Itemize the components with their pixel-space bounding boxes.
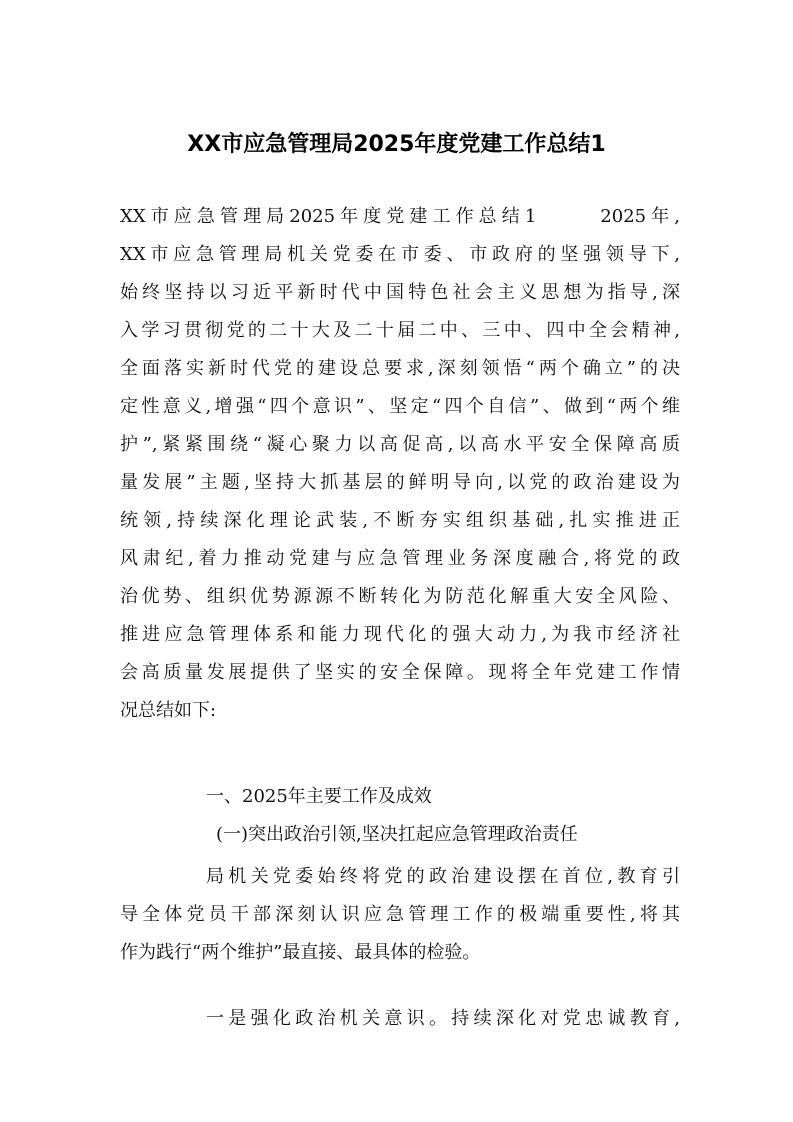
body-line: 一是强化政治机关意识。持续深化对党忠诚教育,	[206, 1008, 680, 1029]
document-title: XX市应急管理局2025年度党建工作总结1	[187, 132, 606, 157]
subsection-heading: (一)突出政治引领,坚决扛起应急管理政治责任	[216, 824, 578, 845]
body-line: 导全体党员干部深刻认识应急管理工作的极端重要性,将其	[120, 904, 680, 925]
body-line: 况总结如下:	[120, 700, 217, 721]
body-line: XX市应急管理局机关党委在市委、市政府的坚强领导下,	[120, 244, 680, 265]
intro-lead-text: XX市应急管理局2025年度党建工作总结1	[120, 206, 537, 227]
body-line: 局机关党委始终将党的政治建设摆在首位,教育引	[206, 866, 680, 887]
body-line: 作为践行“两个维护”最直接、最具体的检验。	[120, 942, 481, 963]
body-line: 入学习贯彻党的二十大及二十届二中、三中、四中全会精神,	[120, 320, 680, 341]
body-line: 推进应急管理体系和能力现代化的强大动力,为我市经济社	[120, 624, 680, 645]
intro-year-text: 2025年,	[600, 206, 680, 227]
body-line: 定性意义,增强“四个意识”、坚定“四个自信”、做到“两个维	[120, 396, 680, 417]
body-line: 风肃纪,着力推动党建与应急管理业务深度融合,将党的政	[120, 548, 680, 569]
intro-first-line	[120, 198, 680, 236]
body-line: 量发展”主题,坚持大抓基层的鲜明导向,以党的政治建设为	[120, 472, 680, 493]
body-line: 统领,持续深化理论武装,不断夯实组织基础,扎实推进正	[120, 510, 680, 531]
body-line: 会高质量发展提供了坚实的安全保障。现将全年党建工作情	[120, 662, 680, 683]
body-line: 始终坚持以习近平新时代中国特色社会主义思想为指导,深	[120, 282, 680, 303]
body-line: 全面落实新时代党的建设总要求,深刻领悟“两个确立”的决	[120, 358, 680, 379]
body-line: 护”,紧紧围绕“凝心聚力以高促高,以高水平安全保障高质	[120, 434, 680, 455]
section-heading: 一、2025年主要工作及成效	[206, 786, 432, 807]
body-line: 治优势、组织优势源源不断转化为防范化解重大安全风险、	[120, 586, 680, 607]
